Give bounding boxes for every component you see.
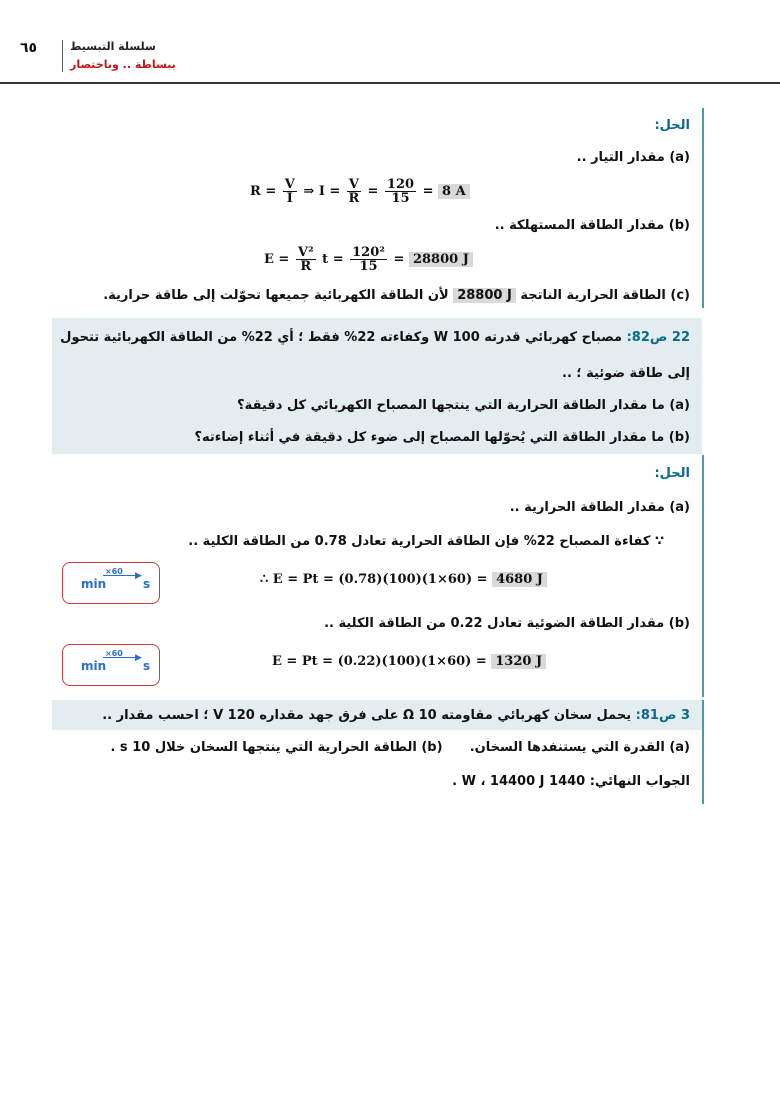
section-bar [702,108,704,308]
answer-box: 28800 J [453,288,516,303]
part-a-line [577,150,690,165]
equation-heat: ∴ E = Pt = (0.78)(100)(1×60) = 4680 J [260,572,547,587]
header-separator [62,40,63,72]
page-header [0,0,780,84]
equation-current: R = $\frac{V}{I}$ ⇒ I = $\frac{V}{R}$ = $\frac{120}{15}$ = 8 A [250,178,470,205]
part-label: (a) [669,150,690,165]
question-line [60,330,690,345]
section-bar [702,455,704,697]
final-answer: الجواب النهائي: 1440 W ، 14400 J . [452,774,690,789]
question-ref: 3 ص81: [635,708,690,723]
part-text: لأن الطاقة الكهربائية جميعها تحوّلت إلى طاقة حرارية. [103,288,449,303]
part-c-line [103,288,690,303]
answer-box: 28800 J [409,252,473,267]
reason-line: ∵ كفاءة المصباح 22% فإن الطاقة الحرارية تعادل 0.78 من الطاقة الكلية .. [188,534,664,549]
question-text: مصباح كهربائي قدرته 100 W وكفاءته 22% فقط ؛ أي 22% من الطاقة الكهربائية تتحول [60,330,623,345]
answer-box: 4680 J [492,572,547,587]
equation-light: E = Pt = (0.22)(100)(1×60) = 1320 J [272,654,546,669]
part-b-line [495,218,690,233]
question-part-b: (b) ما مقدار الطاقة التي يُحوّلها المصباح إلى ضوء كل دقيقة في أثناء إضاءته؟ [194,430,690,445]
unit-conversion-badge: min ×60 ▶ s [62,644,160,686]
solution-heading: الحل: [654,466,690,481]
section-bar [702,700,704,804]
series-title: سلسلة التبسيط [70,40,156,53]
part-text: الطاقة الحرارية الناتجة [520,288,666,303]
part-text: مقدار التيار .. [576,150,665,165]
series-tagline: ببساطة .. وباختصار [70,58,176,71]
question-text: يحمل سخان كهربائي مقاومته 10 Ω على فرق جهد مقداره 120 V ؛ احسب مقدار .. [102,708,632,723]
question-ref: 22 ص82: [626,330,690,345]
part-b-line: (b) مقدار الطاقة الضوئية تعادل 0.22 من الطاقة الكلية .. [324,616,690,631]
solution-heading: الحل: [654,118,690,133]
question-line: إلى طاقة ضوئية ؛ .. [562,366,690,381]
answer-box: 1320 J [491,654,546,669]
page-number: ٦٥ [20,40,38,56]
part-text: مقدار الطاقة المستهلكة .. [494,218,665,233]
part-label: (c) [670,288,690,303]
question-part-a: (a) ما مقدار الطاقة الحرارية التي ينتجها المصباح الكهربائي كل دقيقة؟ [237,398,690,413]
part-a-line: (a) مقدار الطاقة الحرارية .. [509,500,690,515]
question-parts: (a) القدرة التي يستنفدها السخان. (b) الطاقة الحرارية التي ينتجها السخان خلال 10 s . [110,740,690,755]
equation-energy: E = $\frac{\text{V²}}{R}$ t = $\frac{\text{120²}}{15}$ = 28800 J [264,246,473,273]
header-rule [0,82,780,84]
part-label: (b) [668,218,690,233]
question-line [102,708,690,723]
answer-box: 8 A [438,184,470,199]
unit-conversion-badge: min ×60 ▶ s [62,562,160,604]
